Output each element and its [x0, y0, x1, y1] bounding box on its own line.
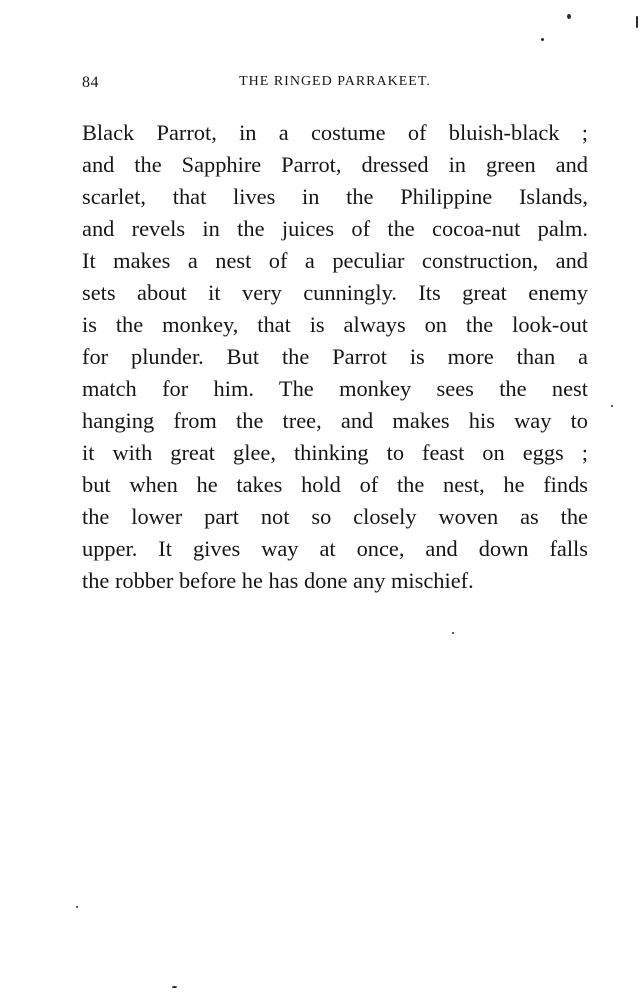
text-line: but when he takes hold of the nest, he finds	[82, 472, 588, 497]
scan-speck	[567, 14, 571, 19]
scan-speck	[636, 16, 638, 28]
text-line: the robber before he has done any mischief.	[82, 568, 474, 593]
text-line: the lower part not so closely woven as the	[82, 504, 588, 529]
text-line: is the monkey, that is always on the look-out	[82, 312, 588, 337]
scan-speck	[172, 986, 177, 988]
scan-speck	[76, 906, 78, 908]
page-number: 84	[82, 74, 99, 91]
text-line: for plunder. But the Parrot is more than a	[82, 344, 588, 369]
text-line: and revels in the juices of the cocoa-nut palm.	[82, 216, 588, 241]
text-line: It makes a nest of a peculiar construction, and	[82, 248, 588, 273]
text-line: match for him. The monkey sees the nest	[82, 376, 588, 401]
scan-speck	[452, 632, 454, 634]
running-title: THE RINGED PARRAKEET.	[239, 74, 431, 89]
text-line: it with great glee, thinking to feast on eggs ;	[82, 440, 588, 465]
running-head	[82, 74, 588, 96]
body-text	[82, 117, 588, 597]
scan-speck	[611, 405, 613, 407]
text-line: scarlet, that lives in the Philippine Islands,	[82, 184, 588, 209]
scan-speck	[541, 38, 544, 41]
text-line: upper. It gives way at once, and down falls	[82, 536, 588, 561]
text-line: and the Sapphire Parrot, dressed in green and	[82, 152, 588, 177]
text-line: Black Parrot, in a costume of bluish-black ;	[82, 120, 588, 145]
text-line: sets about it very cunningly. Its great enemy	[82, 280, 588, 305]
text-line: hanging from the tree, and makes his way to	[82, 408, 588, 433]
